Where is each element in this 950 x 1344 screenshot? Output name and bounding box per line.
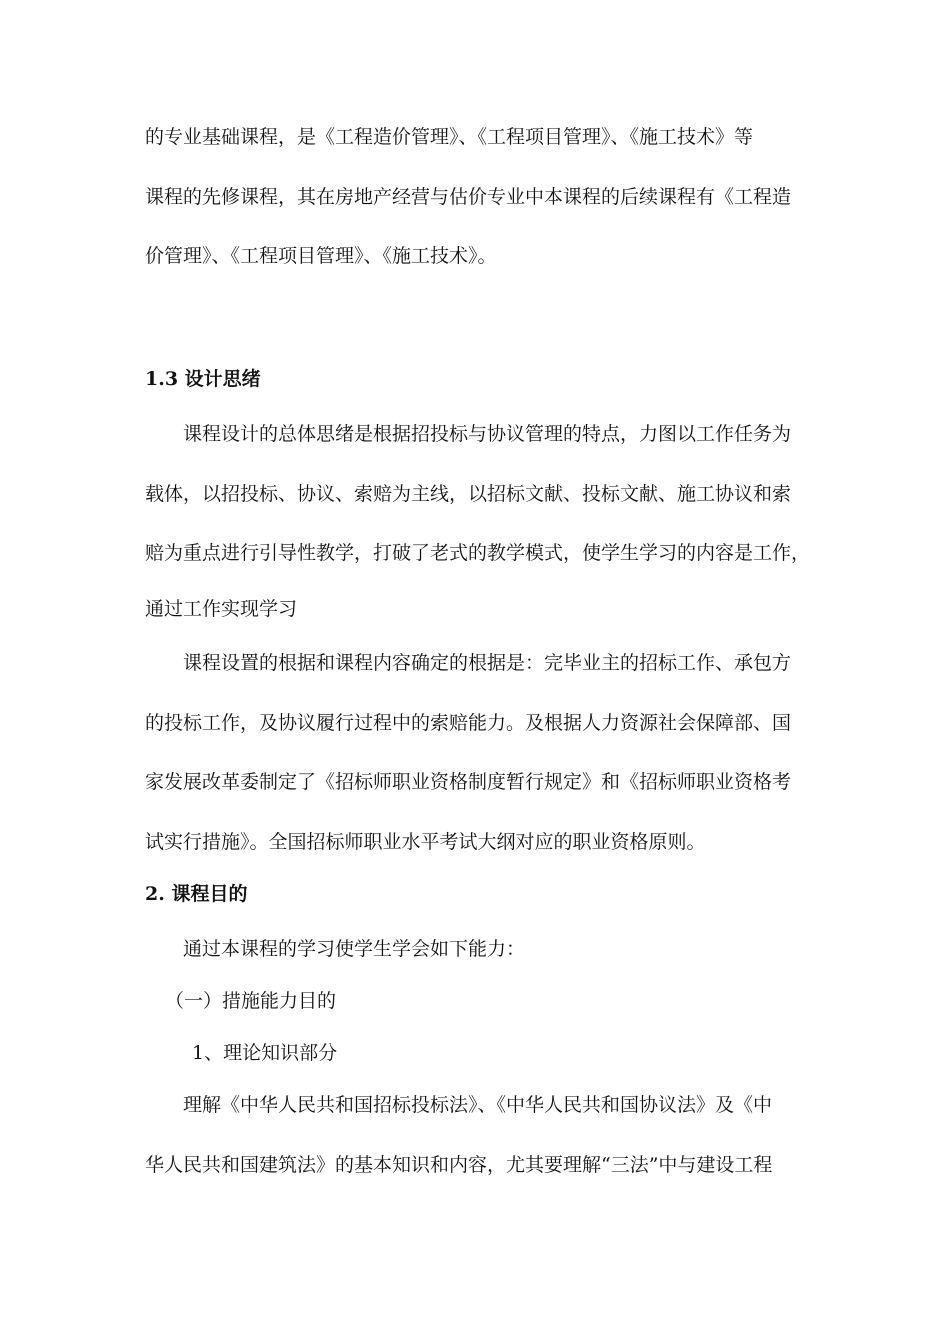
sub-heading: （一）措施能力目的 (165, 990, 337, 1012)
text-line: 课程设置的根据和课程内容确定的根据是：完毕业主的招标工作、承包方 (183, 652, 792, 674)
text-line: 通过工作实现学习 (145, 598, 298, 620)
text-line: 的投标工作，及协议履行过程中的索赔能力。及根据人力资源社会保障部、国 (145, 712, 792, 734)
text-line: 价管理》、《工程项目管理》、《施工技术》。 (145, 245, 497, 267)
text-line: 华人民共和国建筑法》的基本知识和内容，尤其要理解“三法”中与建设工程 (145, 1154, 773, 1176)
text-line: 通过本课程的学习使学生学会如下能力： (183, 938, 526, 960)
text-line: 的专业基础课程，是《工程造价管理》、《工程项目管理》、《施工技术》等 (145, 126, 754, 148)
text-line: 赔为重点进行引导性教学，打破了老式的教学模式，使学生学习的内容是工作， (145, 542, 811, 564)
text-line: 试实行措施》。全国招标师职业水平考试大纲对应的职业资格原则。 (145, 831, 706, 853)
text-line: 课程设计的总体思绪是根据招投标与协议管理的特点，力图以工作任务为 (183, 423, 792, 445)
list-item: 1、理论知识部分 (192, 1042, 338, 1064)
text-line: 课程的先修课程，其在房地产经营与估价专业中本课程的后续课程有《工程造 (145, 186, 792, 208)
text-line: 家发展改革委制定了《招标师职业资格制度暂行规定》和《招标师职业资格考 (145, 771, 792, 793)
section-heading: 1.3 设计思绪 (145, 368, 261, 390)
text-line: 理解《中华人民共和国招标投标法》、《中华人民共和国协议法》及《中 (183, 1094, 773, 1116)
section-heading: 2. 课程目的 (145, 883, 248, 905)
text-line: 载体，以招投标、协议、索赔为主线，以招标文献、投标文献、施工协议和索 (145, 483, 792, 505)
